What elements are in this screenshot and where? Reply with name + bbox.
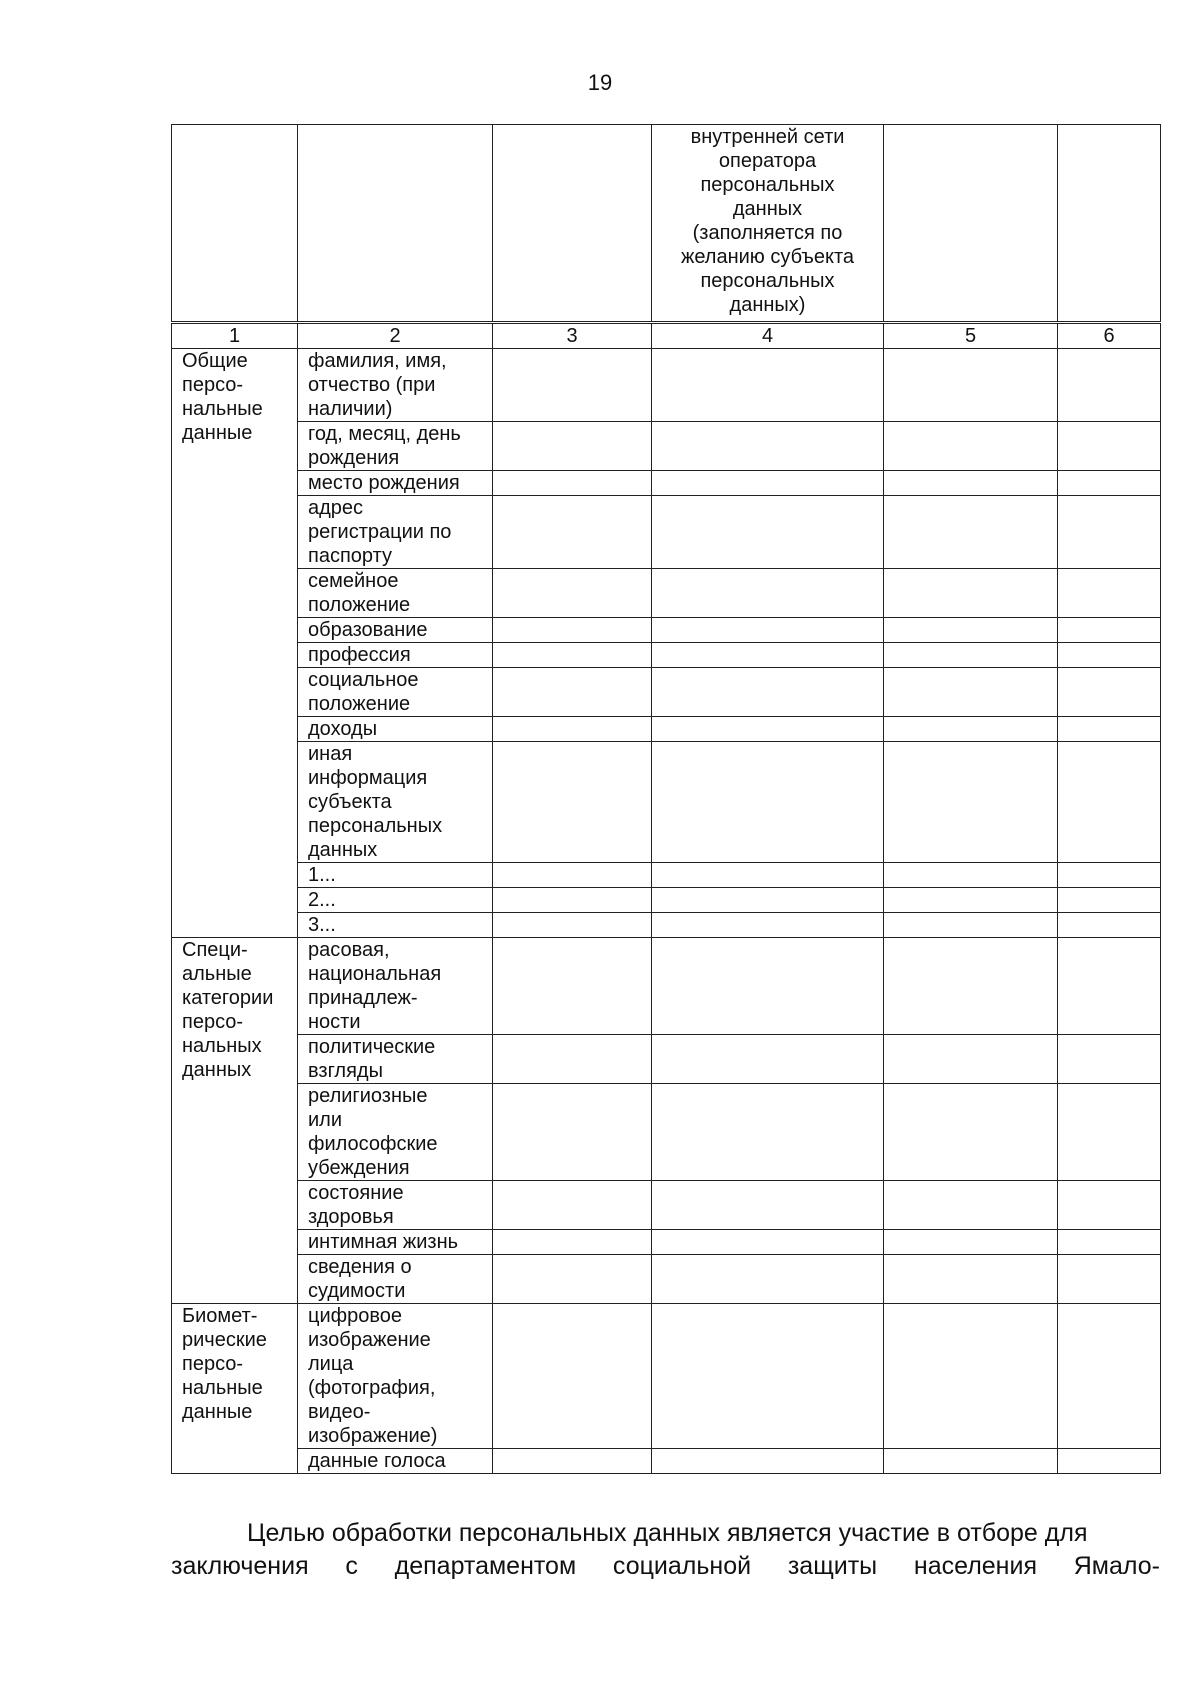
data-item-cell: профессия bbox=[298, 643, 493, 668]
empty-cell-col-3 bbox=[493, 668, 652, 717]
empty-cell-col-5 bbox=[884, 1449, 1058, 1474]
empty-cell-col-6 bbox=[1058, 471, 1161, 496]
empty-cell-col-5 bbox=[884, 938, 1058, 1035]
empty-cell-col-6 bbox=[1058, 1035, 1161, 1084]
header-cell-5 bbox=[884, 125, 1058, 323]
data-item-cell: расовая, национальная принадлеж- ности bbox=[298, 938, 493, 1035]
empty-cell-col-6 bbox=[1058, 863, 1161, 888]
empty-cell-col-4 bbox=[652, 569, 884, 618]
empty-cell-col-3 bbox=[493, 643, 652, 668]
data-item-cell: социальное положение bbox=[298, 668, 493, 717]
empty-cell-col-4 bbox=[652, 471, 884, 496]
table-row bbox=[172, 913, 1161, 938]
table-row bbox=[172, 938, 1161, 1035]
header-cell-4: внутренней сети оператора персональных данных (заполняется по желанию субъекта персональных данных) bbox=[652, 125, 884, 323]
page-number: 19 bbox=[587, 70, 613, 95]
empty-cell-col-6 bbox=[1058, 643, 1161, 668]
header-cell-6 bbox=[1058, 125, 1161, 323]
data-item-cell: фамилия, имя, отчество (при наличии) bbox=[298, 349, 493, 422]
column-number: 6 bbox=[1058, 323, 1161, 349]
empty-cell-col-3 bbox=[493, 1255, 652, 1304]
empty-cell-col-6 bbox=[1058, 1084, 1161, 1181]
empty-cell-col-4 bbox=[652, 717, 884, 742]
empty-cell-col-6 bbox=[1058, 569, 1161, 618]
personal-data-table bbox=[171, 124, 1161, 1474]
data-item-cell: цифровое изображение лица (фотография, видео- изображение) bbox=[298, 1304, 493, 1449]
data-item-cell: год, месяц, день рождения bbox=[298, 422, 493, 471]
empty-cell-col-4 bbox=[652, 1449, 884, 1474]
empty-cell-col-6 bbox=[1058, 618, 1161, 643]
empty-cell-col-6 bbox=[1058, 349, 1161, 422]
data-item-cell: данные голоса bbox=[298, 1449, 493, 1474]
table-row bbox=[172, 742, 1161, 863]
column-number-row bbox=[172, 323, 1161, 349]
table-row bbox=[172, 471, 1161, 496]
empty-cell-col-6 bbox=[1058, 1304, 1161, 1449]
empty-cell-col-6 bbox=[1058, 422, 1161, 471]
empty-cell-col-5 bbox=[884, 618, 1058, 643]
table-body bbox=[172, 125, 1161, 1474]
empty-cell-col-4 bbox=[652, 1084, 884, 1181]
empty-cell-col-4 bbox=[652, 1181, 884, 1230]
empty-cell-col-4 bbox=[652, 1255, 884, 1304]
empty-cell-col-6 bbox=[1058, 668, 1161, 717]
table-row bbox=[172, 1230, 1161, 1255]
data-item-cell: образование bbox=[298, 618, 493, 643]
empty-cell-col-6 bbox=[1058, 1255, 1161, 1304]
data-item-cell: состояние здоровья bbox=[298, 1181, 493, 1230]
empty-cell-col-3 bbox=[493, 863, 652, 888]
header-continuation-row bbox=[172, 125, 1161, 323]
empty-cell-col-5 bbox=[884, 643, 1058, 668]
empty-cell-col-3 bbox=[493, 422, 652, 471]
data-item-cell: политические взгляды bbox=[298, 1035, 493, 1084]
empty-cell-col-4 bbox=[652, 643, 884, 668]
category-cell: Специ- альные категории персо- нальных данных bbox=[172, 938, 298, 1304]
empty-cell-col-3 bbox=[493, 888, 652, 913]
column-number: 2 bbox=[298, 323, 493, 349]
empty-cell-col-3 bbox=[493, 618, 652, 643]
table-row bbox=[172, 1084, 1161, 1181]
purpose-line-2: заключения с департаментом социальной защиты населения Ямало- bbox=[171, 1552, 1160, 1580]
column-number: 3 bbox=[493, 323, 652, 349]
empty-cell-col-4 bbox=[652, 668, 884, 717]
data-item-cell: 2... bbox=[298, 888, 493, 913]
table-row bbox=[172, 1035, 1161, 1084]
data-item-cell: 1... bbox=[298, 863, 493, 888]
empty-cell-col-6 bbox=[1058, 888, 1161, 913]
empty-cell-col-5 bbox=[884, 1035, 1058, 1084]
category-cell: Общие персо- нальные данные bbox=[172, 349, 298, 938]
table-row bbox=[172, 863, 1161, 888]
data-item-cell: сведения о судимости bbox=[298, 1255, 493, 1304]
empty-cell-col-4 bbox=[652, 422, 884, 471]
category-cell: Биомет- рические персо- нальные данные bbox=[172, 1304, 298, 1474]
empty-cell-col-4 bbox=[652, 863, 884, 888]
table-row bbox=[172, 888, 1161, 913]
empty-cell-col-6 bbox=[1058, 913, 1161, 938]
empty-cell-col-3 bbox=[493, 349, 652, 422]
data-item-cell: доходы bbox=[298, 717, 493, 742]
empty-cell-col-4 bbox=[652, 496, 884, 569]
empty-cell-col-3 bbox=[493, 471, 652, 496]
table-row bbox=[172, 717, 1161, 742]
table-row bbox=[172, 349, 1161, 422]
empty-cell-col-3 bbox=[493, 742, 652, 863]
purpose-line-1: Целью обработки персональных данных является участие в отборе для bbox=[247, 1519, 1088, 1547]
header-cell-3 bbox=[493, 125, 652, 323]
empty-cell-col-5 bbox=[884, 1181, 1058, 1230]
column-number: 1 bbox=[172, 323, 298, 349]
empty-cell-col-4 bbox=[652, 618, 884, 643]
empty-cell-col-3 bbox=[493, 1181, 652, 1230]
table-row bbox=[172, 1181, 1161, 1230]
empty-cell-col-4 bbox=[652, 1035, 884, 1084]
empty-cell-col-5 bbox=[884, 888, 1058, 913]
empty-cell-col-6 bbox=[1058, 1449, 1161, 1474]
table-row bbox=[172, 668, 1161, 717]
data-item-cell: адрес регистрации по паспорту bbox=[298, 496, 493, 569]
empty-cell-col-4 bbox=[652, 938, 884, 1035]
empty-cell-col-3 bbox=[493, 1084, 652, 1181]
empty-cell-col-5 bbox=[884, 717, 1058, 742]
empty-cell-col-5 bbox=[884, 863, 1058, 888]
data-item-cell: семейное положение bbox=[298, 569, 493, 618]
empty-cell-col-5 bbox=[884, 422, 1058, 471]
empty-cell-col-6 bbox=[1058, 717, 1161, 742]
empty-cell-col-5 bbox=[884, 913, 1058, 938]
header-cell-1 bbox=[172, 125, 298, 323]
table-row bbox=[172, 422, 1161, 471]
empty-cell-col-6 bbox=[1058, 938, 1161, 1035]
empty-cell-col-4 bbox=[652, 742, 884, 863]
data-item-cell: интимная жизнь bbox=[298, 1230, 493, 1255]
empty-cell-col-3 bbox=[493, 1304, 652, 1449]
empty-cell-col-5 bbox=[884, 1255, 1058, 1304]
empty-cell-col-3 bbox=[493, 1449, 652, 1474]
empty-cell-col-3 bbox=[493, 1230, 652, 1255]
empty-cell-col-3 bbox=[493, 569, 652, 618]
table-row bbox=[172, 496, 1161, 569]
empty-cell-col-5 bbox=[884, 1230, 1058, 1255]
empty-cell-col-5 bbox=[884, 668, 1058, 717]
column-number: 4 bbox=[652, 323, 884, 349]
empty-cell-col-3 bbox=[493, 938, 652, 1035]
empty-cell-col-4 bbox=[652, 888, 884, 913]
column-number: 5 bbox=[884, 323, 1058, 349]
empty-cell-col-3 bbox=[493, 913, 652, 938]
table-row bbox=[172, 643, 1161, 668]
empty-cell-col-4 bbox=[652, 349, 884, 422]
table-row bbox=[172, 1304, 1161, 1449]
table-row bbox=[172, 1449, 1161, 1474]
header-cell-2 bbox=[298, 125, 493, 323]
purpose-paragraph bbox=[171, 1517, 1160, 1583]
empty-cell-col-6 bbox=[1058, 742, 1161, 863]
empty-cell-col-5 bbox=[884, 1084, 1058, 1181]
empty-cell-col-5 bbox=[884, 496, 1058, 569]
data-item-cell: место рождения bbox=[298, 471, 493, 496]
empty-cell-col-5 bbox=[884, 569, 1058, 618]
empty-cell-col-3 bbox=[493, 496, 652, 569]
empty-cell-col-3 bbox=[493, 1035, 652, 1084]
empty-cell-col-4 bbox=[652, 1304, 884, 1449]
empty-cell-col-5 bbox=[884, 742, 1058, 863]
table-row bbox=[172, 1255, 1161, 1304]
data-item-cell: 3... bbox=[298, 913, 493, 938]
table-row bbox=[172, 569, 1161, 618]
data-item-cell: религиозные или философские убеждения bbox=[298, 1084, 493, 1181]
table-row bbox=[172, 618, 1161, 643]
empty-cell-col-5 bbox=[884, 471, 1058, 496]
empty-cell-col-6 bbox=[1058, 1181, 1161, 1230]
empty-cell-col-4 bbox=[652, 1230, 884, 1255]
empty-cell-col-5 bbox=[884, 349, 1058, 422]
empty-cell-col-5 bbox=[884, 1304, 1058, 1449]
empty-cell-col-6 bbox=[1058, 496, 1161, 569]
data-item-cell: иная информация субъекта персональных данных bbox=[298, 742, 493, 863]
empty-cell-col-4 bbox=[652, 913, 884, 938]
empty-cell-col-3 bbox=[493, 717, 652, 742]
empty-cell-col-6 bbox=[1058, 1230, 1161, 1255]
